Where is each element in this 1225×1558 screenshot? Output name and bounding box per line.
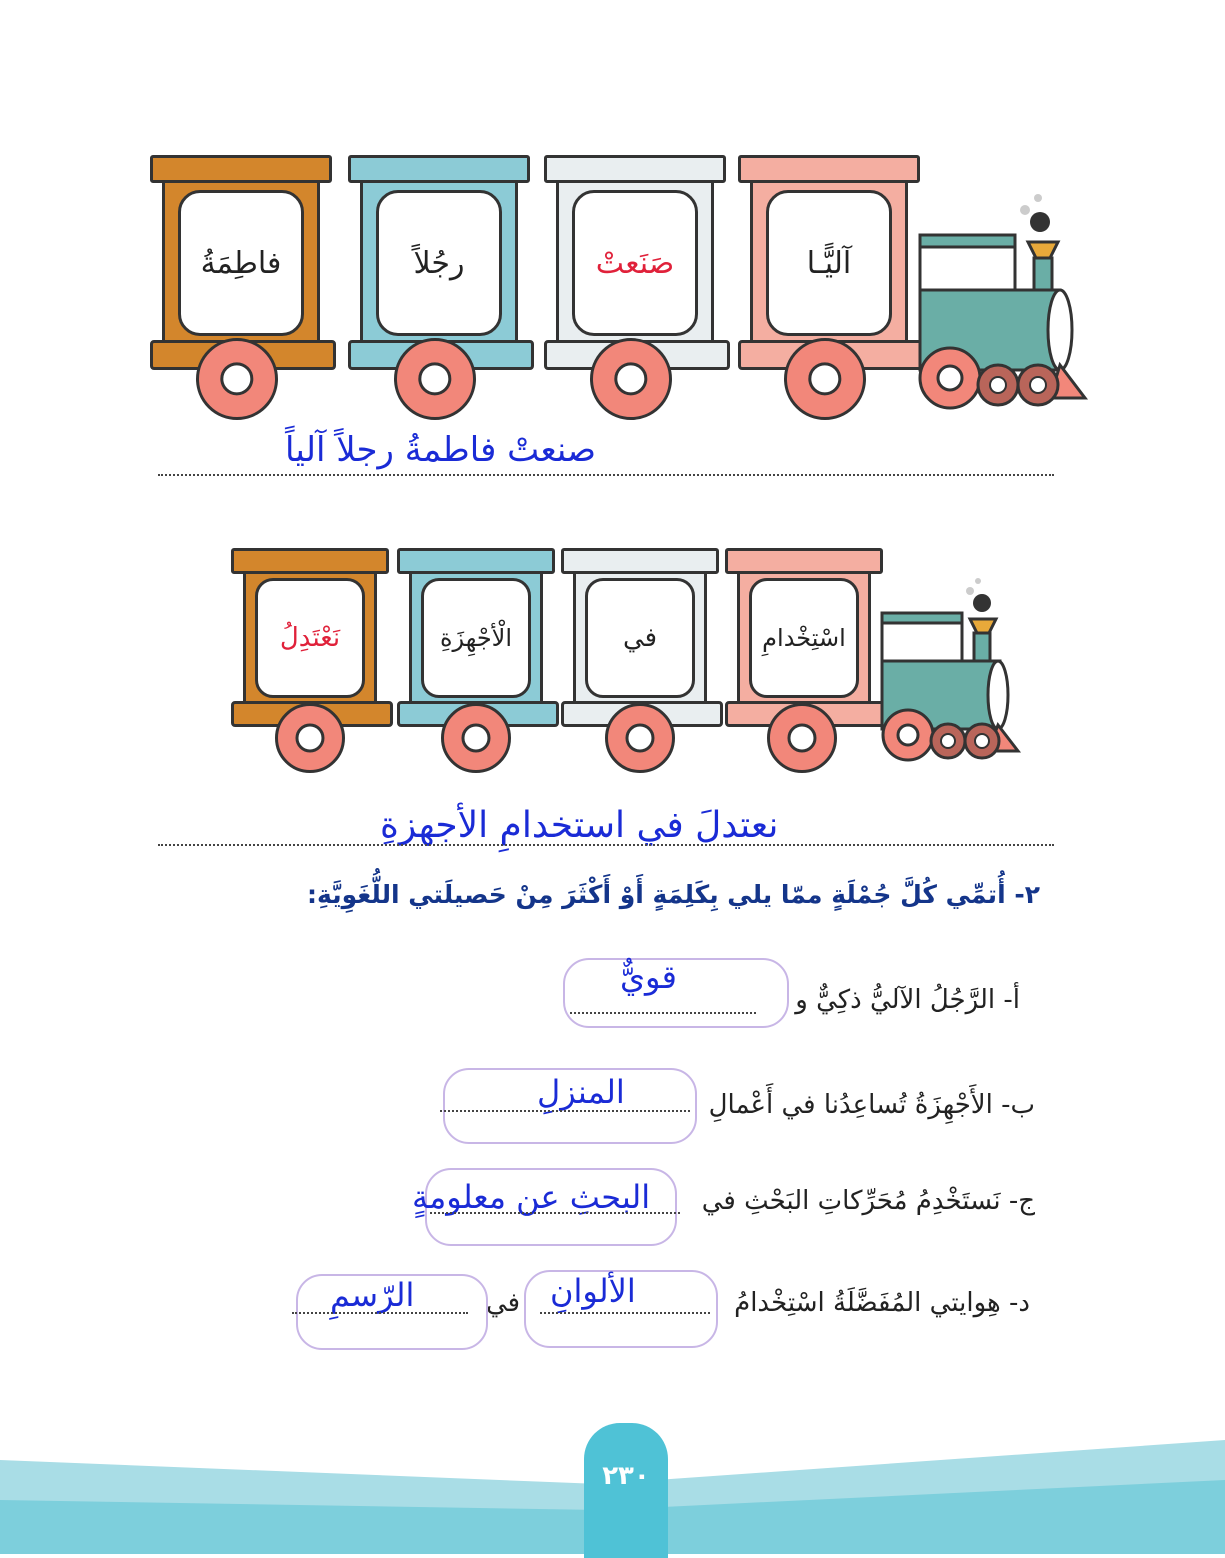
answer-line xyxy=(158,474,1054,476)
train-1-car-4-word: آليًّـا xyxy=(766,190,892,336)
locomotive-icon xyxy=(910,190,1090,415)
train-2-car-3-word: في xyxy=(585,578,695,698)
item-d-answer-2: الرّسمِ xyxy=(330,1276,415,1314)
train-car xyxy=(544,155,726,183)
item-d-prompt: د- هِوايتي المُفَضَّلَةُ اسْتِخْدامُ xyxy=(734,1288,1030,1318)
wheel xyxy=(441,703,511,773)
answer-line xyxy=(440,1110,690,1112)
exercise-title: ٢- أُتمِّي كُلَّ جُمْلَةٍ ممّا يلي بِكَلِمَةٍ أَوْ أَكْثَرَ مِنْ حَصيلَتي اللُّغَوِيَّةِ: xyxy=(307,880,1040,909)
wheel xyxy=(394,338,476,420)
item-a-answer: قويٌّ xyxy=(620,958,677,996)
item-d-middle: في xyxy=(486,1288,521,1318)
page-number: ٢٣٠ xyxy=(602,1461,650,1491)
page-number-badge xyxy=(584,1423,668,1558)
train-1-car-3-word: صَنَعتْ xyxy=(572,190,698,336)
train-car xyxy=(738,155,920,183)
train-1-car-2-word: رجُلاً xyxy=(376,190,502,336)
train-1-answer: صنعتْ فاطمةُ رجلاً آلياً xyxy=(285,430,597,470)
wheel xyxy=(275,703,345,773)
locomotive-icon xyxy=(870,575,1025,770)
answer-line xyxy=(540,1312,710,1314)
answer-line xyxy=(430,1212,680,1214)
item-b-answer: المنزلِ xyxy=(537,1073,625,1111)
train-2-car-4-word: اسْتِخْدامِ xyxy=(749,578,859,698)
train-car xyxy=(150,155,332,183)
wheel xyxy=(196,338,278,420)
item-c-prompt: ج- نَستَخْدِمُ مُحَرِّكاتِ البَحْثِ في xyxy=(701,1186,1035,1216)
train-2-car-2-word: الْأجْهِزَةِ xyxy=(421,578,531,698)
wheel xyxy=(590,338,672,420)
train-2-answer: نعتدلَ في استخدامِ الأجهزةِ xyxy=(380,805,779,846)
item-a-prompt: أ- الرَّجُلُ الآليُّ ذكِيٌّ و xyxy=(795,985,1020,1015)
answer-line xyxy=(292,1312,468,1314)
train-car xyxy=(348,155,530,183)
wheel xyxy=(784,338,866,420)
item-d-answer: الألوانِ xyxy=(550,1272,636,1310)
train-2-car-1-word: نَعْتَدِلُ xyxy=(255,578,365,698)
item-c-answer: البحثِ عن معلومةٍ xyxy=(412,1178,651,1216)
wheel xyxy=(605,703,675,773)
answer-line xyxy=(158,844,1054,846)
train-2 xyxy=(225,545,1025,780)
wheel xyxy=(767,703,837,773)
train-1-car-1-word: فاطِمَةُ xyxy=(178,190,304,336)
answer-line xyxy=(570,1012,756,1014)
item-b-prompt: ب- الأَجْهِزَةُ تُساعِدُنا في أَعْمالِ xyxy=(708,1090,1035,1120)
train-1 xyxy=(140,150,1100,420)
